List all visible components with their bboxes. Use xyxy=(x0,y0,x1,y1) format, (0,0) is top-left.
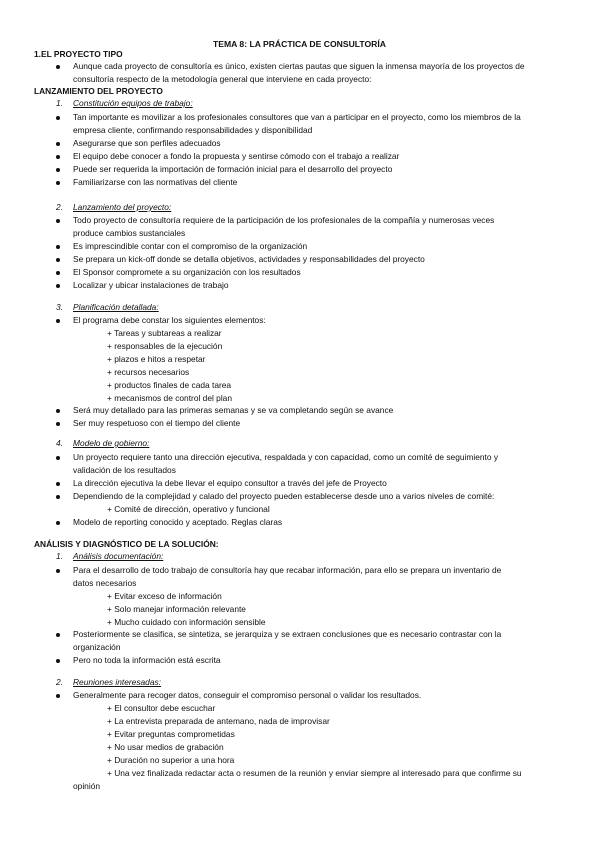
subsection-number: 1. xyxy=(56,98,63,108)
list-item: Tan importante es movilizar a los profesionales consultores que van a participar en el proyecto, como los miembros de la xyxy=(73,112,521,122)
list-subitem: + Evitar exceso de información xyxy=(107,591,222,601)
bullet xyxy=(56,116,60,120)
section-heading-analisis: ANÁLISIS Y DIAGNÓSTICO DE LA SOLUCIÓN: xyxy=(34,539,219,549)
bullet xyxy=(56,65,60,69)
list-item: El equipo debe conocer a fondo la propuesta y sentirse cómodo con el trabajo a realizar xyxy=(73,151,400,161)
bullet xyxy=(56,219,60,223)
list-item: Localizar y ubicar instalaciones de trabajo xyxy=(73,280,229,290)
list-item: La dirección ejecutiva la debe llevar el equipo consultor a través del jefe de Proyecto xyxy=(73,478,387,488)
list-subitem: + recursos necesarios xyxy=(107,367,190,377)
bullet xyxy=(56,659,60,663)
list-item: validación de los resultados xyxy=(73,465,176,475)
section-heading-proyecto-tipo: 1.EL PROYECTO TIPO xyxy=(34,49,123,59)
bullet xyxy=(56,245,60,249)
bullet xyxy=(56,422,60,426)
bullet xyxy=(56,284,60,288)
list-subitem: + El consultor debe escuchar xyxy=(107,703,216,713)
subsection-title: Análisis documentación: xyxy=(73,551,164,561)
list-item: datos necesarios xyxy=(73,578,137,588)
list-item: Modelo de reporting conocido y aceptado. Reglas claras xyxy=(73,517,283,527)
list-item: Puede ser requerida la importación de formación inicial para el desarrollo del proyecto xyxy=(73,164,393,174)
subsection-number: 2. xyxy=(56,202,63,212)
list-subitem: + plazos e hitos a respetar xyxy=(107,354,206,364)
bullet xyxy=(56,694,60,698)
list-item: El programa debe constar los siguientes elementos: xyxy=(73,315,266,325)
list-item: organización xyxy=(73,642,121,652)
list-item: Posteriormente se clasifica, se sintetiza, se jerarquiza y se extraen conclusiones que es necesario contrastar con la xyxy=(73,629,502,639)
section-heading-lanzamiento: LANZAMIENTO DEL PROYECTO xyxy=(34,86,163,96)
subsection-title: Planificación detallada: xyxy=(73,302,159,312)
subsection-title: Modelo de gobierno: xyxy=(73,438,150,448)
list-item: opinión xyxy=(73,781,101,791)
subsection-number: 4. xyxy=(56,438,63,448)
bullet xyxy=(56,271,60,275)
list-item: Será muy detallado para las primeras semanas y se va completando según se avance xyxy=(73,405,394,415)
list-subitem: + Una vez finalizada redactar acta o resumen de la reunión y enviar siempre al interesado para que confirme su xyxy=(107,768,522,778)
paragraph-line: consultoría respecto de la metodología general que interviene en cada proyecto: xyxy=(73,74,372,84)
list-subitem: + Solo manejar información relevante xyxy=(107,604,246,614)
list-item: Es imprescindible contar con el compromiso de la organización xyxy=(73,241,308,251)
subsection-title: Constitución equipos de trabajo: xyxy=(73,98,193,108)
document-title: TEMA 8: LA PRÁCTICA DE CONSULTORÍA xyxy=(213,39,386,49)
bullet xyxy=(56,456,60,460)
bullet xyxy=(56,495,60,499)
bullet xyxy=(56,142,60,146)
list-item: El Sponsor compromete a su organización con los resultados xyxy=(73,267,301,277)
list-item: empresa cliente, confirmando responsabilidades y disponibilidad xyxy=(73,125,313,135)
list-item: Dependiendo de la complejidad y calado del proyecto pueden establecerse desde uno a varios niveles de comité: xyxy=(73,491,495,501)
bullet xyxy=(56,482,60,486)
list-item: Un proyecto requiere tanto una dirección ejecutiva, respaldada y con capacidad, como un comité de seguimiento y xyxy=(73,452,499,462)
bullet xyxy=(56,319,60,323)
list-subitem: + La entrevista preparada de antemano, nada de improvisar xyxy=(107,716,330,726)
list-subitem: + responsables de la ejecución xyxy=(107,341,223,351)
list-item: Asegurarse que son perfiles adecuados xyxy=(73,138,221,148)
list-subitem: + Tareas y subtareas a realizar xyxy=(107,328,222,338)
bullet xyxy=(56,155,60,159)
list-subitem: + mecanismos de control del plan xyxy=(107,393,232,403)
list-item: Pero no toda la información está escrita xyxy=(73,655,221,665)
list-item: Se prepara un kick-off donde se detalla objetivos, actividades y responsabilidades del proyecto xyxy=(73,254,425,264)
subsection-number: 2. xyxy=(56,677,63,687)
list-subitem: + Mucho cuidado con información sensible xyxy=(107,617,266,627)
paragraph-line: Aunque cada proyecto de consultoría es único, existen ciertas pautas que siguen la inmensa mayoría de los proyectos de xyxy=(73,61,525,71)
subsection-title: Reuniones interesadas: xyxy=(73,677,161,687)
list-subitem: + No usar medios de grabación xyxy=(107,742,224,752)
subsection-title: Lanzamiento del proyecto: xyxy=(73,202,172,212)
list-item: produce cambios sustanciales xyxy=(73,228,186,238)
list-subitem: + Comité de dirección, operativo y funcional xyxy=(107,504,270,514)
list-subitem: + Duración no superior a una hora xyxy=(107,755,235,765)
bullet xyxy=(56,181,60,185)
subsection-number: 1. xyxy=(56,551,63,561)
bullet xyxy=(56,258,60,262)
subsection-number: 3. xyxy=(56,302,63,312)
list-item: Para el desarrollo de todo trabajo de consultoría hay que recabar información, para ello se prepara un inventario de xyxy=(73,565,502,575)
bullet xyxy=(56,409,60,413)
bullet xyxy=(56,569,60,573)
list-item: Familiarizarse con las normativas del cliente xyxy=(73,177,238,187)
list-item: Todo proyecto de consultoría requiere de la participación de los profesionales de la compañía y numerosas veces xyxy=(73,215,495,225)
list-item: Generalmente para recoger datos, conseguir el compromiso personal o validar los resultados. xyxy=(73,690,422,700)
list-subitem: + productos finales de cada tarea xyxy=(107,380,232,390)
bullet xyxy=(56,521,60,525)
list-subitem: + Evitar preguntas comprometidas xyxy=(107,729,235,739)
bullet xyxy=(56,633,60,637)
bullet xyxy=(56,168,60,172)
list-item: Ser muy respetuoso con el tiempo del cliente xyxy=(73,418,241,428)
